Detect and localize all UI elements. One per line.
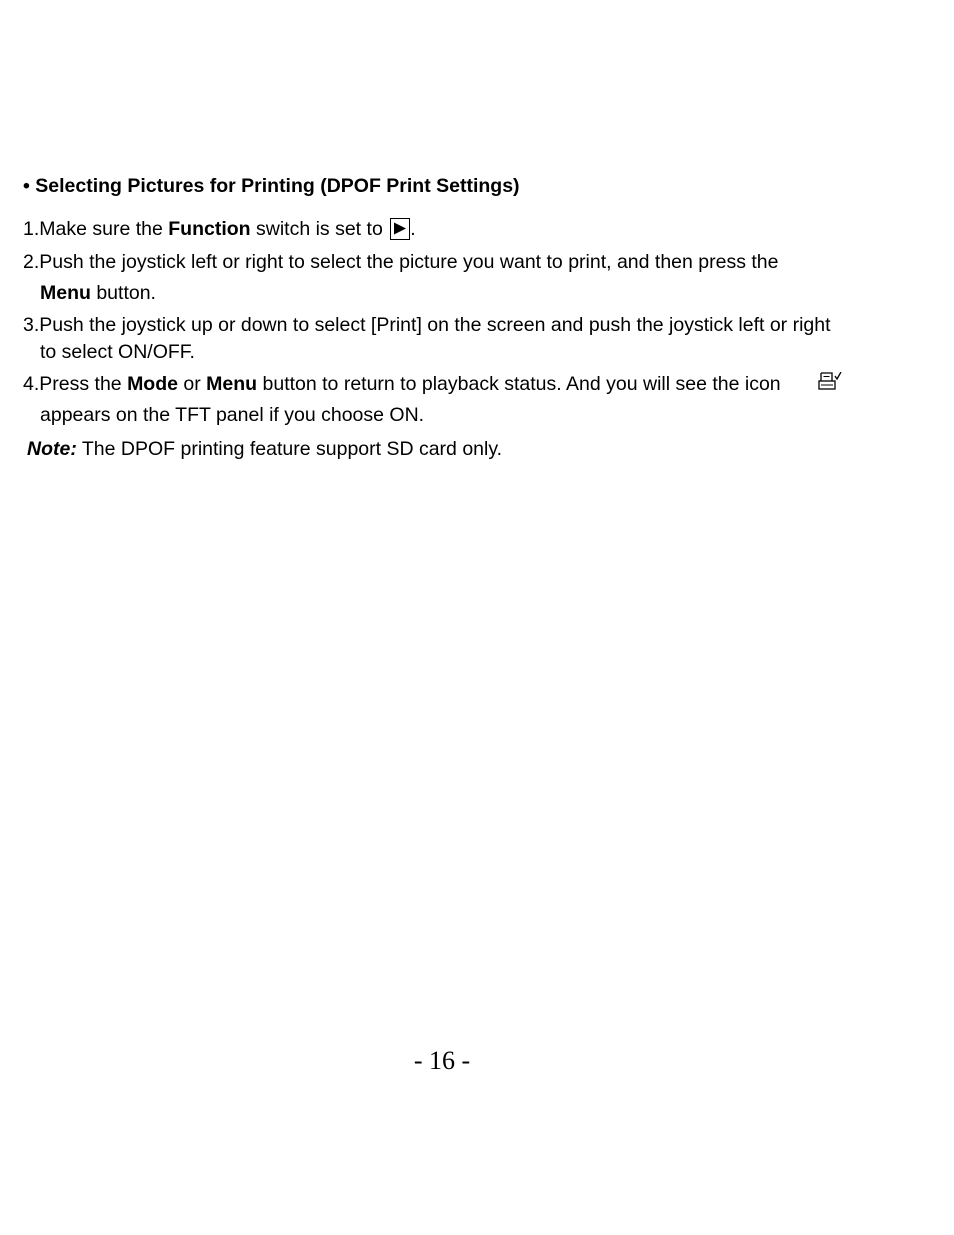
menu-term: Menu <box>206 373 258 395</box>
step-text: switch is set to <box>250 218 389 240</box>
step-text: button to return to playback status. And you will see the icon <box>257 373 781 395</box>
step-text: Push the joystick up or down to select [Print] on the screen and push the joystick left or right <box>39 314 831 336</box>
step-text: button. <box>90 282 156 304</box>
section-heading <box>23 174 520 198</box>
step-text: Press the <box>39 373 128 395</box>
function-term: Function <box>168 218 251 240</box>
step-3-continuation <box>40 340 195 364</box>
step-number: 2. <box>23 251 40 273</box>
note-text: The DPOF printing feature support SD card only. <box>76 438 503 460</box>
page-number: - 16 - <box>413 1046 471 1075</box>
step-2-continuation <box>40 281 156 305</box>
step-number: 4. <box>23 373 40 395</box>
step-3 <box>23 313 831 337</box>
menu-term: Menu <box>40 282 91 304</box>
step-number: 3. <box>23 314 40 336</box>
step-text: Make sure the <box>39 218 169 240</box>
step-text: or <box>177 373 207 395</box>
note <box>27 437 502 461</box>
play-mode-icon <box>390 218 410 240</box>
note-label: Note: <box>27 438 77 460</box>
step-1 <box>23 217 416 241</box>
step-2 <box>23 250 779 274</box>
heading-text: Selecting Pictures for Printing (DPOF Print Settings) <box>35 175 520 197</box>
mode-term: Mode <box>127 373 178 395</box>
step-text: appears on the TFT panel if you choose ON. <box>40 404 425 426</box>
step-4 <box>23 372 781 396</box>
step-text: to select ON/OFF. <box>40 341 195 363</box>
dpof-print-icon <box>818 372 842 400</box>
heading-bullet: • <box>23 175 30 197</box>
step-text: Push the joystick left or right to select the picture you want to print, and then press the <box>39 251 779 273</box>
step-number: 1. <box>23 218 40 240</box>
step-text: . <box>410 218 416 240</box>
step-4-continuation <box>40 403 424 427</box>
